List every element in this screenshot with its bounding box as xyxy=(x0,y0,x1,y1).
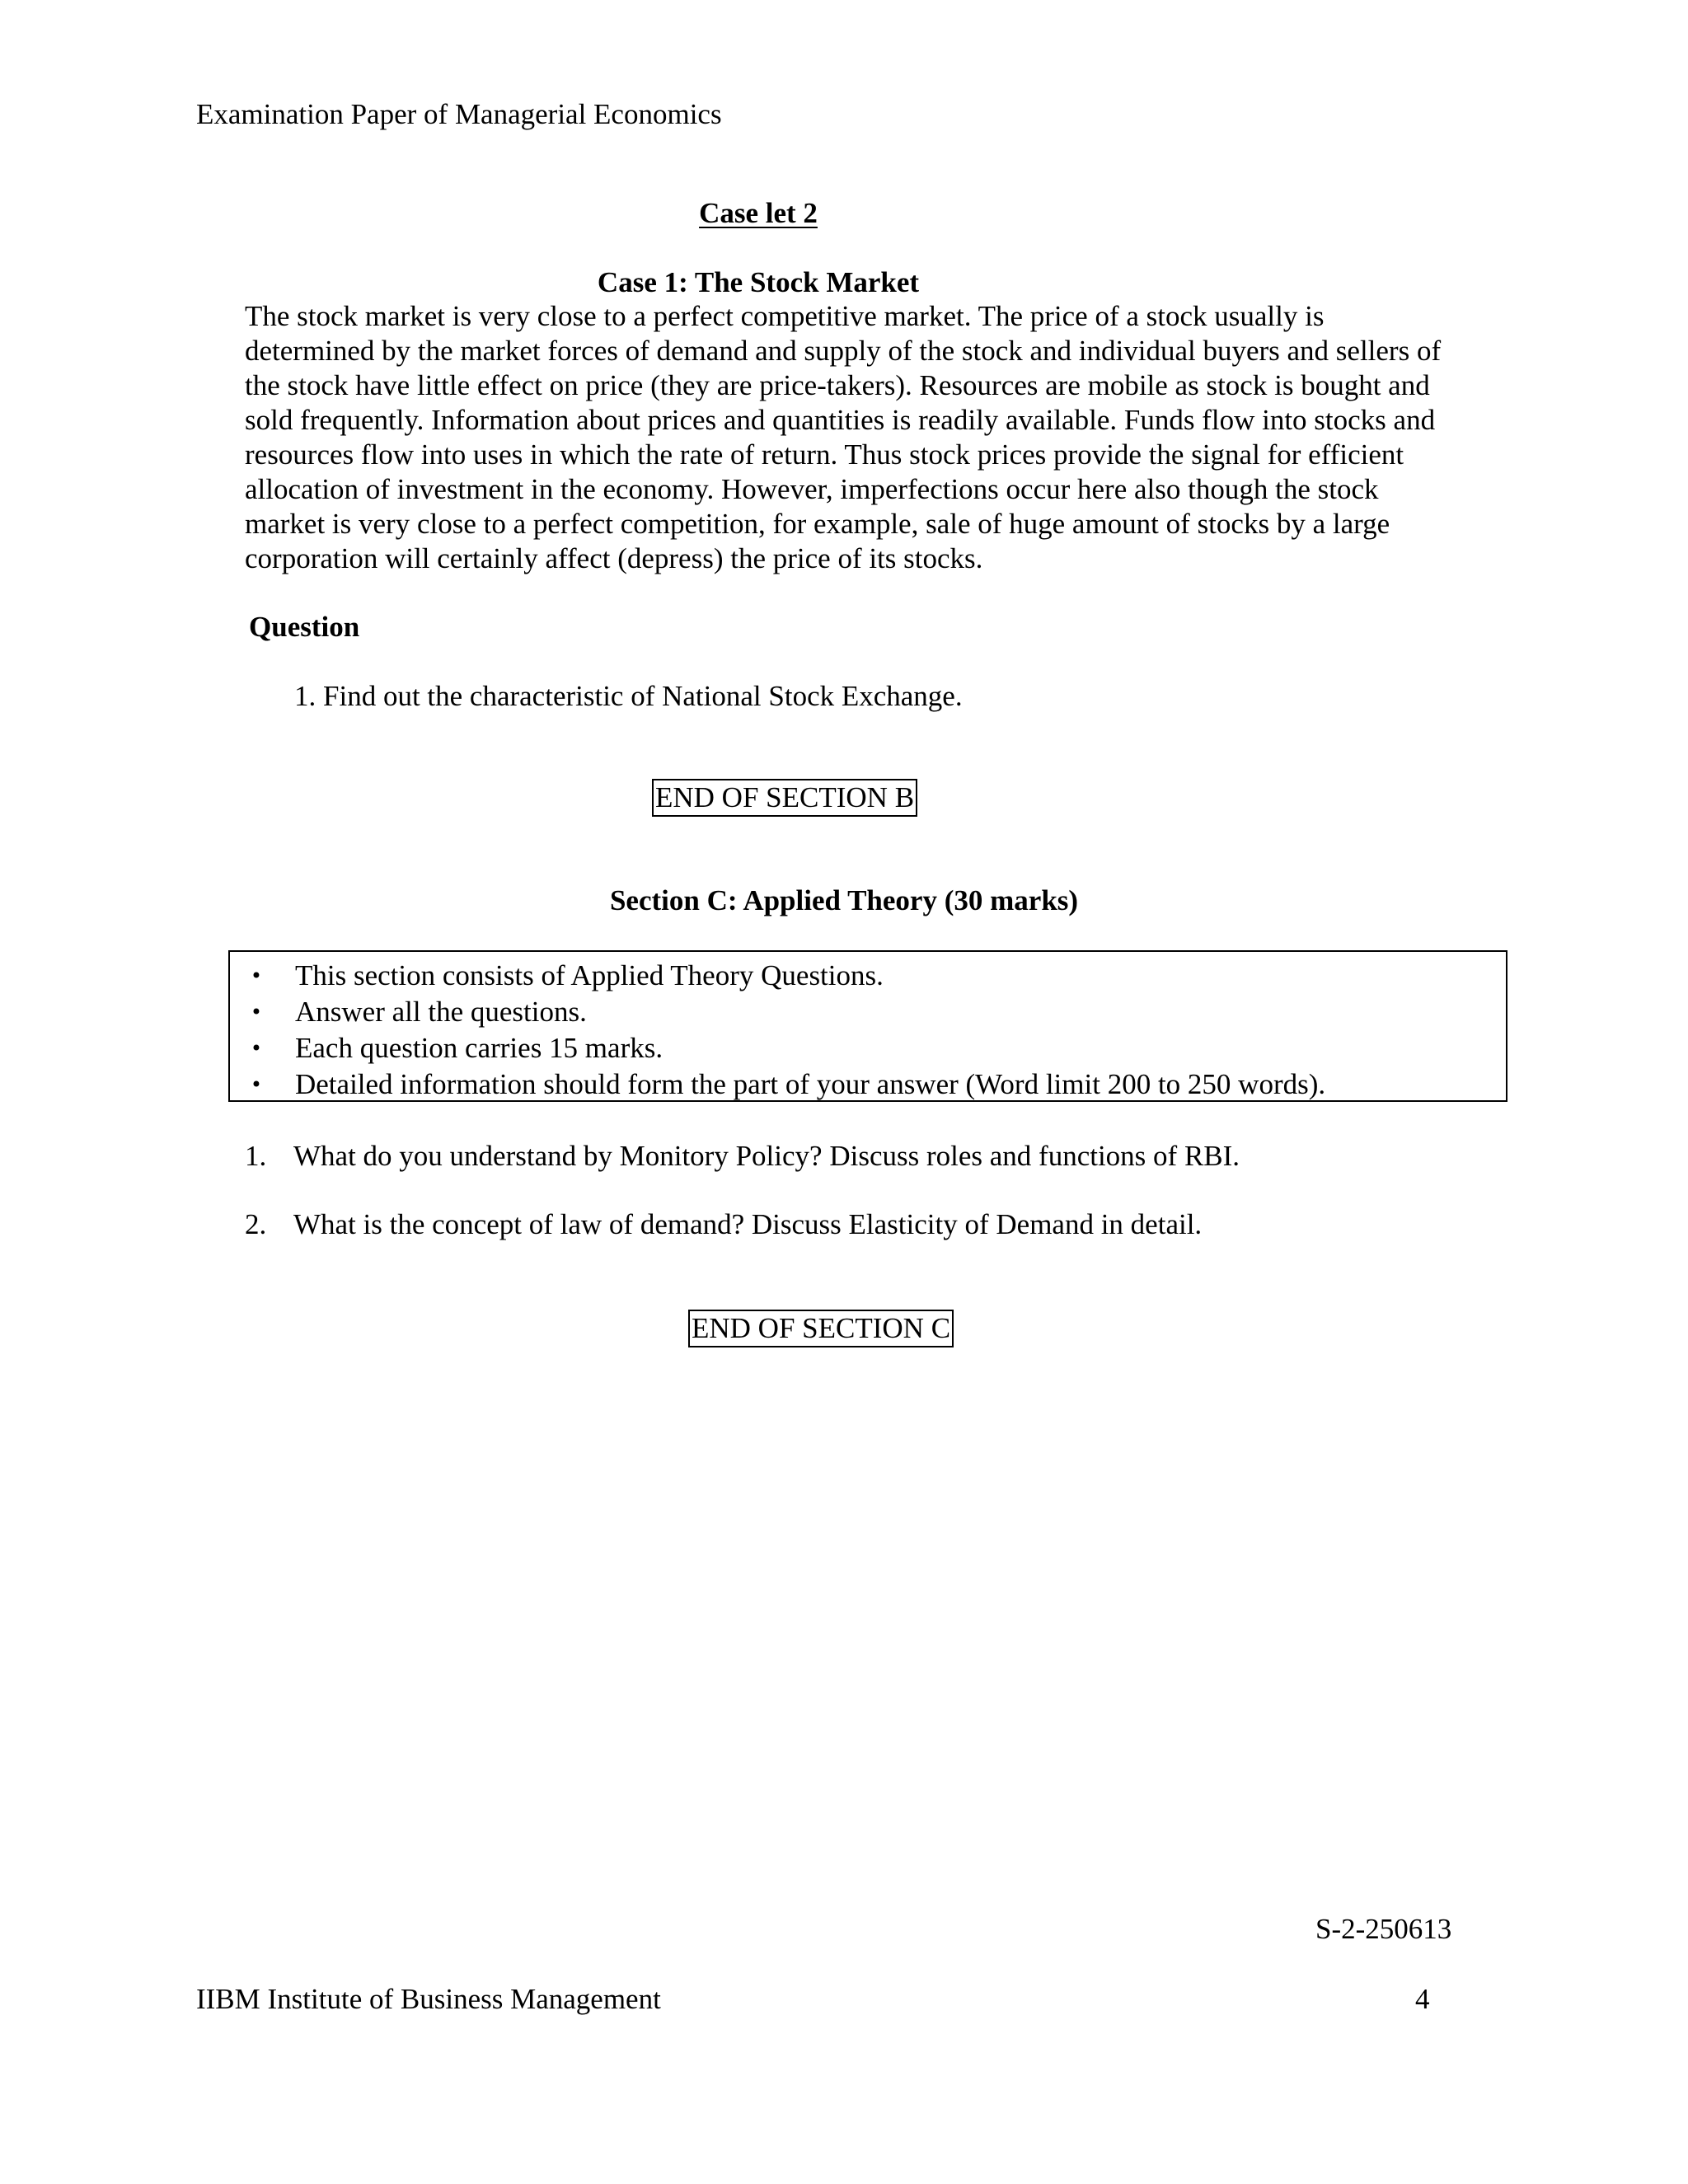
section-c-title: Section C: Applied Theory (30 marks) xyxy=(609,884,1079,916)
caselet-heading-text: Case let 2 xyxy=(699,197,818,229)
bullet-icon: • xyxy=(250,964,263,987)
instruction-text: Answer all the questions. xyxy=(295,996,587,1028)
case-body-line: market is very close to a perfect competition, for example, sale of huge amount of stocks by a large xyxy=(245,508,1390,540)
instruction-text: This section consists of Applied Theory Questions. xyxy=(295,959,884,991)
page-header-title: Examination Paper of Managerial Economics xyxy=(196,98,722,130)
bullet-icon: • xyxy=(250,1037,263,1060)
instructions-box xyxy=(228,950,1507,1102)
question-text: What do you understand by Monitory Policy? Discuss roles and functions of RBI. xyxy=(293,1140,1240,1172)
instruction-text: Detailed information should form the part of your answer (Word limit 200 to 250 words). xyxy=(295,1068,1326,1100)
question-item: 1. Find out the characteristic of National Stock Exchange. xyxy=(294,680,963,712)
footer-paper-code: S-2-250613 xyxy=(1315,1913,1452,1945)
caselet-heading xyxy=(0,196,1517,231)
question-number: 2. xyxy=(245,1208,267,1240)
case-body-line: The stock market is very close to a perfect competitive market. The price of a stock usually is xyxy=(245,300,1325,332)
question-heading: Question xyxy=(249,611,360,643)
case-body-line: resources flow into uses in which the rate of return. Thus stock prices provide the signal for efficient xyxy=(245,438,1404,471)
bullet-icon: • xyxy=(250,1073,263,1096)
question-text: What is the concept of law of demand? Discuss Elasticity of Demand in detail. xyxy=(293,1208,1203,1240)
instruction-text: Each question carries 15 marks. xyxy=(295,1032,663,1064)
case-body-line: allocation of investment in the economy. However, imperfections occur here also though the stock xyxy=(245,473,1379,505)
footer-page-number: 4 xyxy=(1415,1983,1430,2015)
end-of-section-c-box: END OF SECTION C xyxy=(688,1310,954,1347)
bullet-icon: • xyxy=(250,1001,263,1024)
case-body-paragraph xyxy=(245,299,1498,576)
case-title: Case 1: The Stock Market xyxy=(597,266,920,298)
question-number: 1. xyxy=(245,1140,267,1172)
case-body-line: corporation will certainly affect (depress) the price of its stocks. xyxy=(245,542,983,574)
case-body-line: the stock have little effect on price (they are price-takers). Resources are mobile as stock is bought and xyxy=(245,369,1430,401)
end-of-section-b-box: END OF SECTION B xyxy=(652,779,917,817)
footer-institute-name: IIBM Institute of Business Management xyxy=(196,1983,661,2015)
case-body-line: determined by the market forces of demand and supply of the stock and individual buyers and sellers of xyxy=(245,335,1442,367)
case-body-line: sold frequently. Information about prices and quantities is readily available. Funds flow into stocks and xyxy=(245,404,1436,436)
